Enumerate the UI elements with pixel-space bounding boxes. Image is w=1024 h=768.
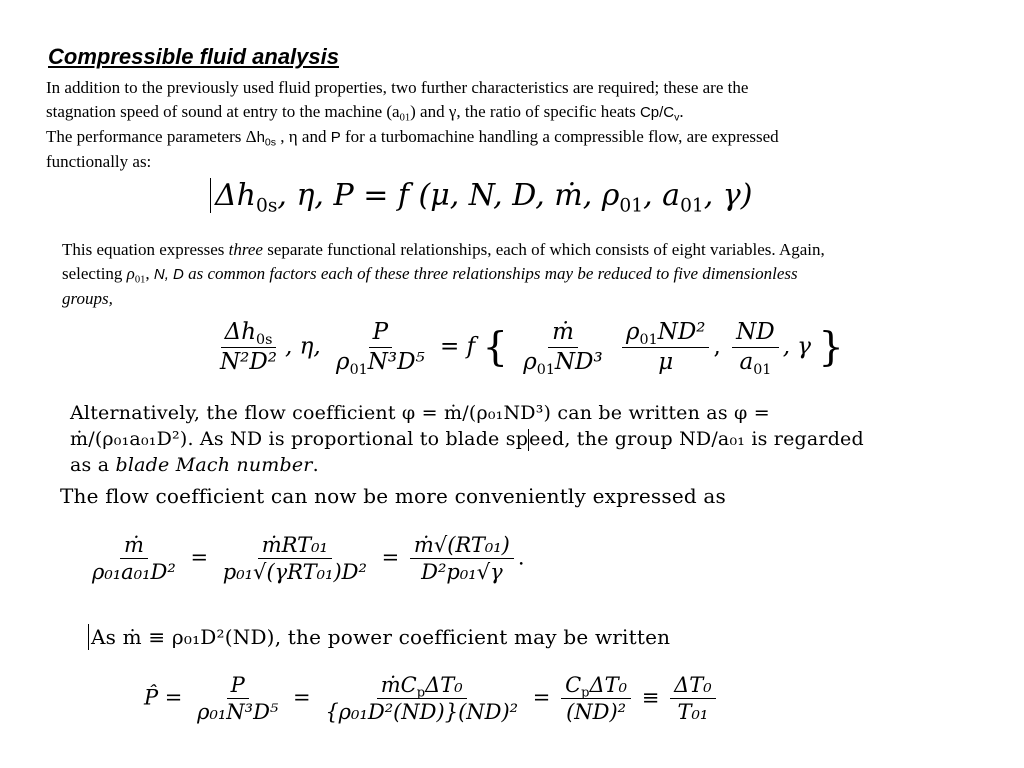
intro-paragraph xyxy=(46,76,779,174)
head-coefficient-fraction: $\frac{\Delta h_{0s}}{\text{N²D²}}$ xyxy=(220,319,278,375)
flow-coefficient-line-1: Alternatively, the flow coefficient φ = ṁ/(ρ₀₁ND³) can be written as φ = xyxy=(70,402,770,424)
mach-number-fraction: $\frac{ND}{a_{01}}$ xyxy=(732,318,779,377)
intro-line-3: The performance parameters $\Delta h_{0s}$ , η and P for a turbomachine handling a compressible flow, are expressed xyxy=(46,127,779,149)
explanation-line-2: selecting $\rho_{01}$, N, D as common factors each of these three relationships may be reduced to five dimensionless xyxy=(62,264,798,286)
intro-line-2: stagnation speed of sound at entry to the machine $(a_{01})$ and γ, the ratio of specific heats $Cp/C_v$. xyxy=(46,102,684,124)
power-coefficient-equation: P̂ = $\frac{P}{\text{ρ₀₁N³D⁵}}$ = $\frac{ṁC_p\Delta T_0}{\text{\{ρ₀₁D²(ND)\}(ND)²}}$ = $\frac{C_p\Delta T_0}{\text{(ND)²}}$ ≡ $\frac{\text{ΔT₀}}{\text{T₀₁}}$ xyxy=(144,672,720,726)
explanation-line-3: groups, xyxy=(62,289,113,308)
dimensionless-groups-equation: $\frac{\Delta h_{0s}}{\text{N²D²}}$ , η, $\frac{P}{\rho_{01}N^3D^5}$ = f { $\frac{\text{ṁ}}{\rho_{01}ND^3}$ $\frac{\rho_{01}ND^2}{\mu}$ , $\frac{ND}{a_{01}}$ , γ } xyxy=(212,318,844,377)
explanation-paragraph xyxy=(62,238,825,311)
page-title: Compressible fluid analysis xyxy=(48,44,339,69)
flow-coefficient-line-2: ṁ/(ρ₀₁a₀₁D²). As ND is proportional to blade speed, the group ND/a₀₁ is regarded xyxy=(70,428,864,450)
functional-equation: $\Delta h_{0s}$, η, P = f (μ, N, D, ṁ, $\rho_{01}$, $a_{01}$, γ) xyxy=(210,178,752,213)
power-coefficient-fraction: $\frac{P}{\rho_{01}N^3D^5}$ xyxy=(336,319,425,378)
intro-line-4: functionally as: xyxy=(46,152,152,171)
flow-coefficient-fraction: $\frac{\text{ṁ}}{\rho_{01}ND^3}$ xyxy=(523,319,603,378)
explanation-line-1: This equation expresses three separate functional relationships, each of which consists of eight variables. Again, xyxy=(62,240,825,259)
flow-coefficient-paragraph xyxy=(70,400,864,478)
intro-line-1: In addition to the previously used fluid properties, two further characteristics are required; these are the xyxy=(46,78,749,97)
flow-coefficient-intro: The flow coefficient can now be more conveniently expressed as xyxy=(60,484,727,508)
reynolds-number-fraction: $\frac{\rho_{01}ND^2}{\mu}$ xyxy=(622,318,709,377)
flow-coefficient-equation: $\frac{\text{ṁ}}{\text{ρ₀₁a₀₁D²}}$ = $\frac{\text{ṁRT₀₁}}{\text{p₀₁√(γRT₀₁)D²}}$ = $\frac{\text{ṁ√(RT₀₁)}}{\text{D²p₀₁√γ}}$ . xyxy=(92,533,525,585)
power-coefficient-intro: As ṁ ≡ ρ₀₁D²(ND), the power coefficient may be written xyxy=(88,624,670,650)
flow-coefficient-line-3: as a blade Mach number. xyxy=(70,454,319,476)
